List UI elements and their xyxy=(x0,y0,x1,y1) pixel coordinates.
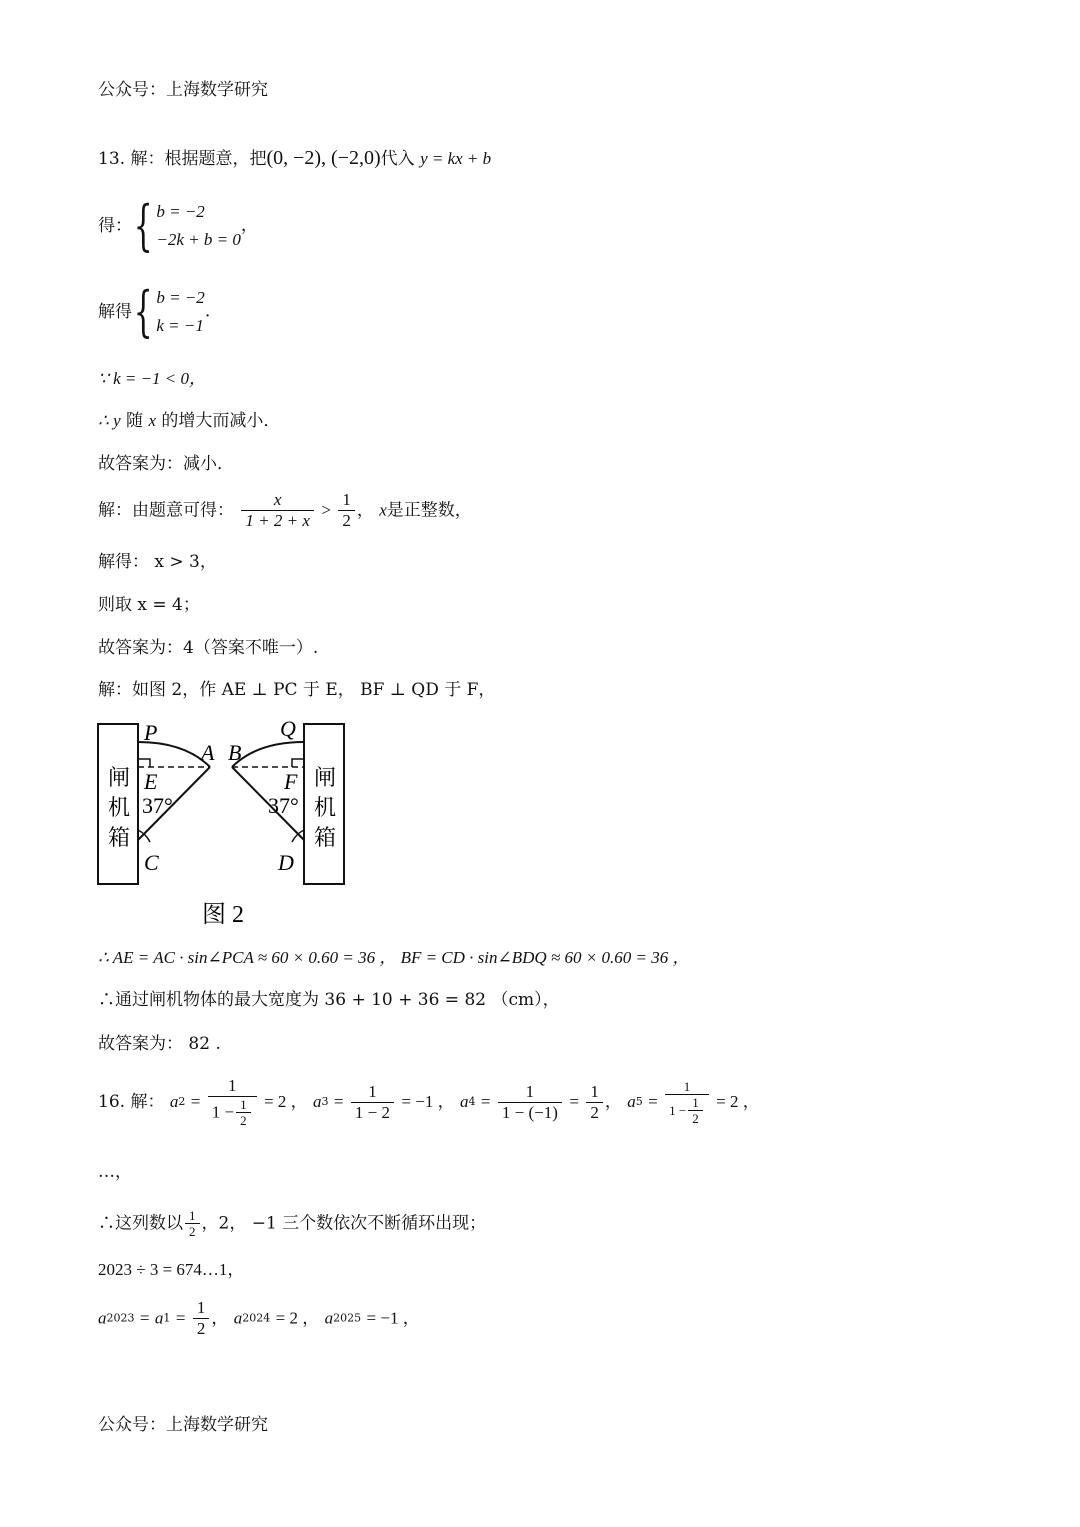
a4-value: $\frac{1}{2}$ xyxy=(586,1082,603,1123)
left-arc xyxy=(138,742,210,767)
label-p: P xyxy=(144,720,158,745)
a2-fraction: 1 1 − $\frac{1}{2}$ xyxy=(208,1076,257,1128)
label-c: C xyxy=(144,850,159,875)
label-e: E xyxy=(144,769,158,794)
a5-fraction: 1 1 − $\frac{1}{2}$ xyxy=(665,1079,709,1126)
q14-answer: 故答案为：4（答案不唯一）. xyxy=(98,638,319,658)
left-arc-bottom xyxy=(138,830,150,842)
q16-ellipsis: …， xyxy=(98,1162,132,1182)
label-q: Q xyxy=(280,716,296,741)
label-angle-right: 37° xyxy=(268,793,299,818)
q13-line4: ∵ k = −1 < 0， xyxy=(98,369,207,388)
left-box-char-2: 机 xyxy=(108,795,131,820)
page-header: 公众号：上海数学研究 xyxy=(98,80,268,100)
q15-answer: 故答案为： 82 . xyxy=(98,1034,221,1054)
label-f: F xyxy=(284,769,298,794)
q13-system-2: 解得{ b = −2 k = −1 . xyxy=(98,280,211,343)
left-brace: { xyxy=(133,280,153,343)
left-box-char-3: 箱 xyxy=(108,825,131,850)
half-fraction: $\frac{1}{2}$ xyxy=(236,1097,251,1128)
gate-figure xyxy=(90,712,360,932)
label-a: A xyxy=(201,740,215,765)
figure-caption: 图 2 xyxy=(202,902,244,928)
a4-fraction: $\frac{1}{1 - (-1)}$ xyxy=(498,1082,562,1123)
a3-fraction: $\frac{1}{1 - 2}$ xyxy=(351,1082,394,1123)
q16-line5: a2023 = a1 = $\frac{1}{2}$ ， a2024 = 2 ， a2025 = −1 ， xyxy=(98,1298,420,1338)
left-brace: { xyxy=(133,194,153,257)
q14-line1: 解：由题意可得： $\frac{x}{1 + 2 + x}$ > $\frac{1}{2}$ ， x是正整数， xyxy=(98,490,472,530)
q15-line1: 解：如图 2，作 AE ⊥ PC 于 E， BF ⊥ QD 于 F， xyxy=(98,680,496,700)
label-d: D xyxy=(278,850,294,875)
q15-line3: ∴通过闸机物体的最大宽度为 36 + 10 + 36 = 82 （cm）， xyxy=(98,990,560,1010)
right-box-char-3: 箱 xyxy=(314,825,337,850)
right-right-angle xyxy=(292,759,304,767)
right-box-char-2: 机 xyxy=(314,795,337,820)
right-box-char-1: 闸 xyxy=(314,765,337,790)
label-b: B xyxy=(228,740,242,765)
q13-line1: 13. 解：根据题意，把(0, −2), (−2,0)代入 y = kx + b xyxy=(98,147,492,169)
fraction-x: $\frac{x}{1 + 2 + x}$ xyxy=(241,490,314,531)
left-right-angle xyxy=(138,759,150,767)
q16-line1: 16. 解： a2 = 1 1 − $\frac{1}{2}$ = 2 ， a3 = $\frac{1}{1 - 2}$ = −1 ， a4 = $\frac{1}{1 - (-1)}$ = $\frac{1}{2}$ ， a5 = 1 1 − $\frac{1}{2}$ = 2 ， xyxy=(98,1076,760,1128)
q16-line3: ∴这列数以 $\frac{1}{2}$ ，2， −1 三个数依次不断循环出现； xyxy=(98,1208,487,1239)
right-arc xyxy=(232,742,304,767)
q13-answer: 故答案为：减小． xyxy=(98,454,234,474)
right-arc-bottom xyxy=(292,830,304,842)
q15-line2: ∴ AE = AC · sin∠PCA ≈ 60 × 0.60 = 36 ， BF = CD · sin∠BDQ ≈ 60 × 0.60 = 36 ， xyxy=(98,948,690,967)
fraction-half: $\frac{1}{2}$ xyxy=(338,490,355,531)
half-fraction: $\frac{1}{2}$ xyxy=(185,1208,200,1239)
left-box-char-1: 闸 xyxy=(108,765,131,790)
half-fraction: $\frac{1}{2}$ xyxy=(193,1298,210,1339)
q13-line5: ∴ y 随 x 的增大而减小． xyxy=(98,411,281,431)
page-footer: 公众号：上海数学研究 xyxy=(98,1415,268,1435)
q14-line3: 则取 x = 4； xyxy=(98,595,200,615)
q14-line2: 解得： x > 3， xyxy=(98,552,217,572)
label-angle-left: 37° xyxy=(142,793,173,818)
q16-line4: 2023 ÷ 3 = 674…1， xyxy=(98,1260,245,1279)
q13-system-1: 得：{ b = −2 −2k + b = 0 ， xyxy=(98,194,258,257)
